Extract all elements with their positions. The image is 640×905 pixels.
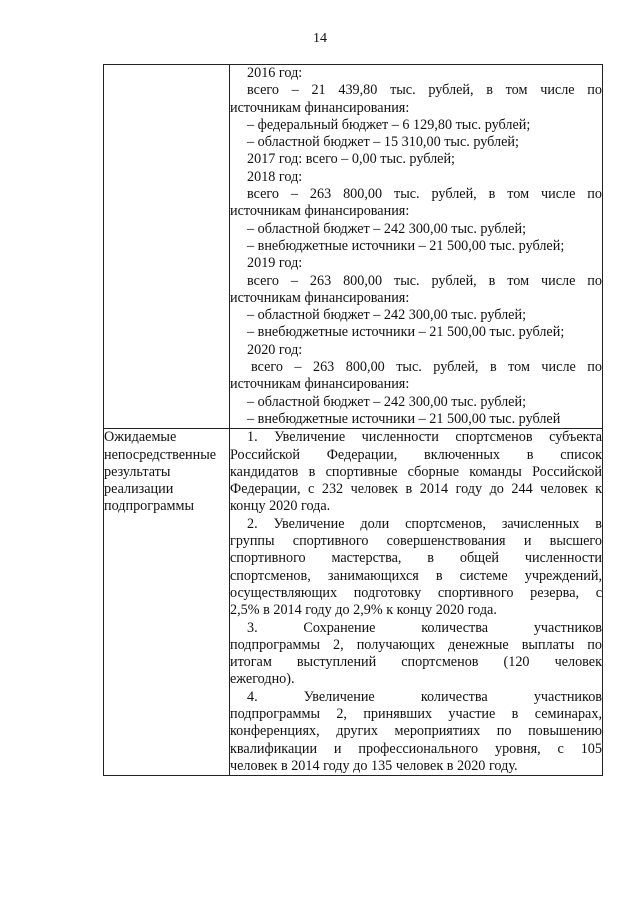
funding-line: – внебюджетные источники – 21 500,00 тыс. рублей; [247,237,565,254]
funding-line: 2016 год: [247,65,303,81]
result-line: группы спортивного совершенствования и высшего [230,533,602,550]
results-label-line: непосредственные [104,446,217,463]
result-line: осуществляющих подготовку спортивного резерва, с [230,584,602,601]
result-line: Российской Федерации, включенных в список [230,446,602,463]
funding-line: всего – 263 800,00 тыс. рублей, в том числе по [251,359,602,376]
results-row [104,429,603,776]
result-line: 1. Увеличение численности спортсменов субъекта [247,429,602,446]
funding-text-cell [230,65,603,429]
result-line: кандидатов в спортивные сборные команды Российской [230,463,602,480]
funding-line: источникам финансирования: [230,376,410,393]
result-line: 3. Сохранение количества участников [247,619,602,636]
result-line: конференциях, других мероприятиях по повышению [230,723,602,740]
funding-line: – внебюджетные источники – 21 500,00 тыс. рублей; [247,324,565,341]
result-line: подпрограммы 2, получающих денежные выплаты по [230,636,602,653]
funding-line: 2018 год: [247,168,303,185]
funding-line: – федеральный бюджет – 6 129,80 тыс. рублей; [247,116,531,133]
results-label-line: результаты [104,463,171,480]
funding-line: источникам финансирования: [230,203,410,220]
result-line: человек в 2014 году до 135 человек в 2020 году. [230,757,518,774]
funding-line: источникам финансирования: [230,99,410,116]
result-line: спортсменов, занимающихся в системе учреждений, [230,567,602,584]
funding-line: всего – 263 800,00 тыс. рублей, в том числе по [247,272,602,289]
results-label-cell [104,429,230,776]
funding-line: – областной бюджет – 15 310,00 тыс. рублей; [247,134,519,151]
results-label-line: подпрограммы [104,498,194,515]
funding-line: – областной бюджет – 242 300,00 тыс. рублей; [247,307,527,324]
result-line: 2,5% в 2014 году до 2,9% к концу 2020 года. [230,602,497,619]
result-line: концу 2020 года. [230,498,331,515]
funding-label-cell [104,65,230,429]
funding-line: источникам финансирования: [230,289,410,306]
subprogram-table [103,64,603,776]
results-text-cell [230,429,603,776]
results-label-line: реализации [104,481,174,498]
funding-line: 2017 год: всего – 0,00 тыс. рублей; [247,151,455,168]
funding-line: – внебюджетные источники – 21 500,00 тыс. рублей [247,410,561,427]
funding-row [104,65,603,429]
funding-line: всего – 21 439,80 тыс. рублей, в том числе по [247,82,602,99]
result-line: 4. Увеличение количества участников [247,688,602,705]
funding-line: всего – 263 800,00 тыс. рублей, в том числе по [247,186,602,203]
funding-line: – областной бюджет – 242 300,00 тыс. рублей; [247,393,527,410]
result-line: итогам выступлений спортсменов (120 человек [230,654,602,671]
funding-line: 2020 год: [247,341,303,358]
results-label-line: Ожидаемые [104,429,177,446]
funding-line: 2019 год: [247,255,303,272]
result-line: Федерации, с 232 человек в 2014 году до 244 человек к [230,481,602,498]
result-line: квалификации и профессионального уровня, с 105 [230,740,602,757]
result-line: 2. Увеличение доли спортсменов, зачисленных в [247,515,602,532]
result-line: подпрограммы 2, принявших участие в семинарах, [230,705,602,722]
result-line: спортивного мастерства, в общей численности [230,550,602,567]
page-number: 14 [313,31,327,46]
result-line: ежегодно). [230,671,295,688]
funding-line: – областной бюджет – 242 300,00 тыс. рублей; [247,220,527,237]
